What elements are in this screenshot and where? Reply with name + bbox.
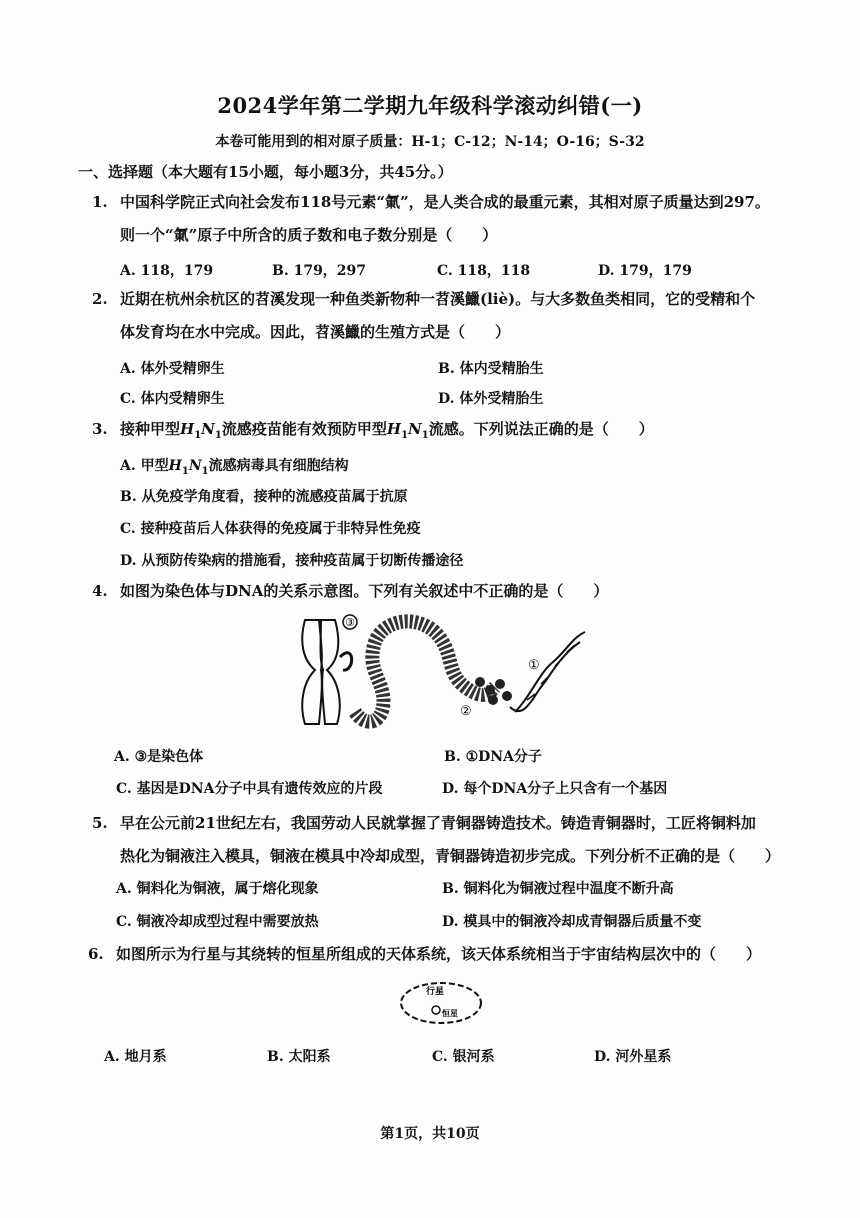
question-6 xyxy=(88,938,808,971)
question-number: 3. xyxy=(92,420,108,438)
question-text: 接种甲型 xyxy=(120,420,181,438)
question-text: 流感疫苗能有效预防甲型 xyxy=(221,420,387,438)
question-text: 近期在杭州余杭区的苕溪发现一种鱼类新物种一苕溪鱲(liè)。与大多数鱼类相同，它的受精和个 xyxy=(120,290,756,308)
option-b[interactable]: B. 铜料化为铜液过程中温度不断升高 xyxy=(442,881,674,897)
option-b[interactable]: B. 从免疫学角度看，接种的流感疫苗属于抗原 xyxy=(120,489,408,505)
question-number: 5. xyxy=(92,814,108,832)
question-number: 4. xyxy=(92,582,108,600)
question-4 xyxy=(92,575,792,608)
option-c[interactable]: C. 铜液冷却成型过程中需要放热 xyxy=(116,914,319,930)
question-5 xyxy=(92,807,812,873)
question-number: 2. xyxy=(92,290,108,308)
question-text: 流感。下列说法正确的是（ ） xyxy=(428,420,654,438)
atomic-mass-note: 本卷可能用到的相对原子质量：H-1；C-12；N-14；O-16；S-32 xyxy=(215,134,645,150)
option-a[interactable]: A. 体外受精卵生 xyxy=(120,361,225,377)
planet-label: 行星 xyxy=(426,987,445,997)
star-planet-diagram xyxy=(396,978,486,1028)
star-label: 恒星 xyxy=(442,1008,458,1018)
question-2 xyxy=(92,283,792,349)
option-c[interactable]: C. 基因是DNA分子中具有遗传效应的片段 xyxy=(116,781,383,797)
question-3: 3. 接种甲型$H_1N_1$流感疫苗能有效预防甲型$H_1N_1$流感。下列说法正确的是（ ） xyxy=(92,413,792,452)
question-text: 如图为染色体与DNA的关系示意图。下列有关叙述中不正确的是（ ） xyxy=(120,582,609,600)
diagram-label-1: ① xyxy=(528,658,540,673)
option-d[interactable]: D. 每个DNA分子上只含有一个基因 xyxy=(442,781,668,797)
option-c[interactable]: C. 118，118 xyxy=(437,263,531,279)
question-text: 早在公元前21世纪左右，我国劳动人民就掌握了青铜器铸造技术。铸造青铜器时，工匠将铜料加 xyxy=(120,814,756,832)
option-d[interactable]: D. 体外受精胎生 xyxy=(438,391,544,407)
option-d[interactable]: D. 从预防传染病的措施看，接种疫苗属于切断传播途径 xyxy=(120,553,464,569)
diagram-label-2: ② xyxy=(460,704,472,719)
nucleosome-beads xyxy=(475,677,512,705)
option-c[interactable]: C. 银河系 xyxy=(432,1049,495,1065)
option-a-text: A. 甲型 xyxy=(120,458,169,474)
option-b[interactable]: B. ①DNA分子 xyxy=(444,749,542,765)
option-b[interactable]: B. 太阳系 xyxy=(267,1049,331,1065)
diagram-label-3: ③ xyxy=(345,616,355,629)
option-d[interactable]: D. 河外星系 xyxy=(594,1049,672,1065)
dna-double-helix xyxy=(510,632,585,712)
question-text: 如图所示为行星与其绕转的恒星所组成的天体系统，该天体系统相当于宇宙结构层次中的（ ） xyxy=(116,945,762,963)
option-a[interactable]: A. ③是染色体 xyxy=(114,749,204,765)
option-a-text: 流感病毒具有细胞结构 xyxy=(208,458,349,474)
option-b[interactable]: B. 179，297 xyxy=(272,263,367,279)
page-title: 2024学年第二学期九年级科学滚动纠错(一) xyxy=(217,93,643,118)
question-text: 中国科学院正式向社会发布118号元素“氭”，是人类合成的最重元素，其相对原子质量达到297。 xyxy=(120,193,770,211)
option-a[interactable]: A. 118，179 xyxy=(120,263,214,279)
question-number: 6. xyxy=(88,945,104,963)
question-1 xyxy=(92,186,792,252)
option-c[interactable]: C. 体内受精卵生 xyxy=(120,391,225,407)
option-a[interactable]: A. 地月系 xyxy=(104,1049,167,1065)
question-number: 1. xyxy=(92,193,108,211)
option-d[interactable]: D. 模具中的铜液冷却成青铜器后质量不变 xyxy=(442,914,702,930)
option-c[interactable]: C. 接种疫苗后人体获得的免疫属于非特异性免疫 xyxy=(120,521,421,537)
option-a[interactable]: A. 铜料化为铜液，属于熔化现象 xyxy=(116,881,319,897)
question-text-cont: 体发育均在水中完成。因此，苕溪鱲的生殖方式是（ ） xyxy=(120,323,511,341)
chromatin-coil xyxy=(340,621,495,721)
question-text-cont: 热化为铜液注入模具，铜液在模具中冷却成型，青铜器铸造初步完成。下列分析不正确的是（ ） xyxy=(120,847,781,865)
option-b[interactable]: B. 体内受精胎生 xyxy=(438,361,544,377)
section-heading: 一、选择题（本大题有15小题，每小题3分，共45分。） xyxy=(78,163,453,181)
question-text-cont: 则一个“氭”原子中所含的质子数和电子数分别是（ ） xyxy=(120,226,498,244)
chromosome-dna-diagram xyxy=(295,612,595,732)
page-number: 第1页，共10页 xyxy=(380,1126,480,1142)
option-a[interactable]: A. 甲型$H_1N_1$流感病毒具有细胞结构 xyxy=(120,458,349,477)
chromosome-shape xyxy=(302,620,340,724)
option-d[interactable]: D. 179，179 xyxy=(598,263,692,279)
star-icon xyxy=(432,1006,440,1014)
